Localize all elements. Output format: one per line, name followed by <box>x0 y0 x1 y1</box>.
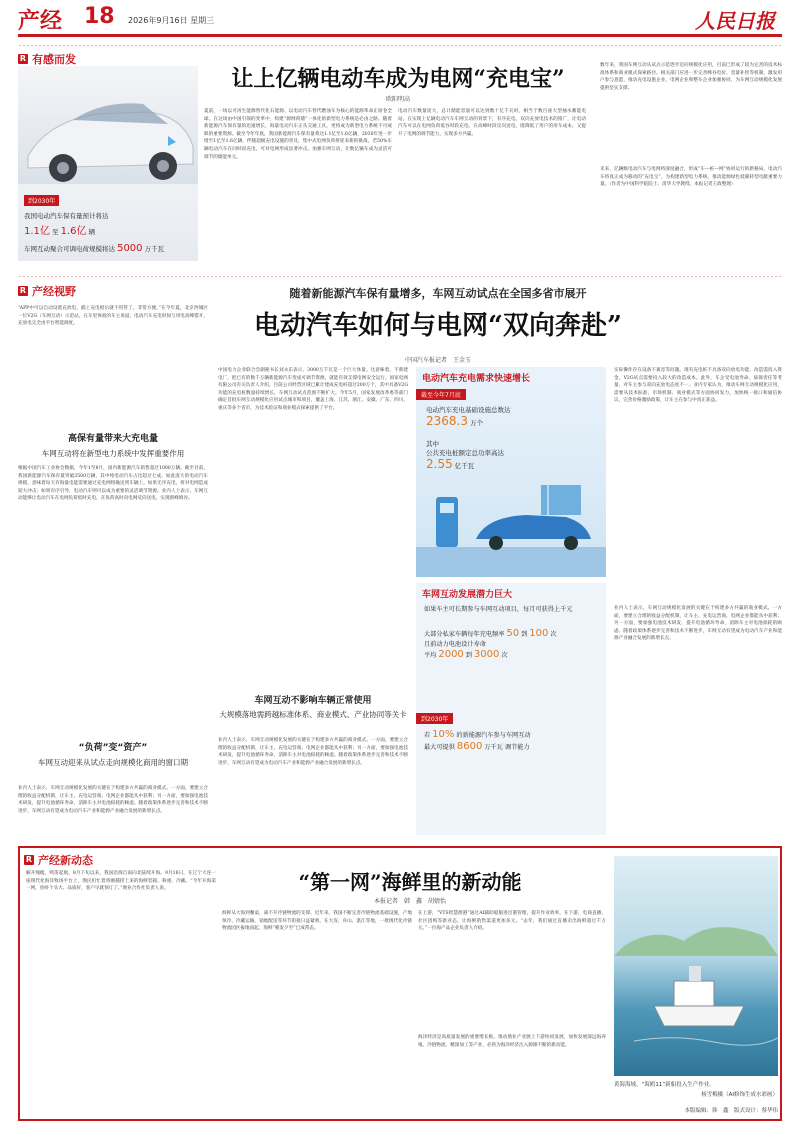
infographic-stat-2-unit: 亿千瓦 <box>454 462 475 470</box>
section-divider <box>18 275 782 278</box>
potential-line-5 <box>424 729 600 753</box>
article-col-b: 海鲜从大海到餐桌，离不开冷链物流的支撑。近年来，我国不断完善冷链物流基础设施，产地预冷、冷藏运输、销地配送等环节衔接日益紧密。在大连、舟山、湛江等地，一批现代化冷链物流园区拔地而起，海鲜“朝发夕至”已成常态。 <box>222 911 412 932</box>
stat-line-2 <box>24 243 192 254</box>
article-col-d: 海洋经济是高质量发展的重要增长极。推动渔业产业链上下游协同发展，加快发展深远海养殖、冷链物流、精深加工等产业，必将为海洋经济注入源源不断的新动能。 <box>418 1035 606 1048</box>
car-illustration <box>18 66 198 261</box>
section-tag-label: 产经新动态 <box>38 854 93 867</box>
section-tag-icon: R <box>19 286 27 295</box>
page-number: 18 <box>84 4 115 29</box>
car-icon <box>18 76 198 196</box>
article-col-1: 夏前，一场以可再生能源替代化石能源、以电动汽车替代燃油车为核心的能源革命正席卷全球。在这场由中国引领的变革中，构建“源网荷储”一体化的新型电力系统是必由之路。随着新能源汽车保有量的迅速增长，海量电动汽车正从交通工具，更将成为新型电力系统不可或缺的重要资源。截至今年年底，我国新能源汽车保有量将达1.1亿至1.6亿辆，2030年进一步增至1亿至1.6亿辆，伴随超级充电设施的普及，集中式电网负荷将迎来新的挑战，若50%车辆电动汽车在同时段充电，可对电网形成显著冲击。加强车网互动，让数亿辆车成为灵活可调节的储能单元。 <box>204 109 392 160</box>
article-title: 电动汽车如何与电网“双向奔赴” <box>254 311 622 341</box>
potential-line-4-b: 到 <box>465 652 472 659</box>
infographic-stat-1-label: 电动汽车充电基础设施总数达 <box>426 406 511 414</box>
charging-station-icon <box>416 477 606 577</box>
masthead <box>0 0 800 40</box>
article-col-4: 未来，亿辆级电动汽车与电网将深度融合，形成“车—桩—网”协同运行的新格局，电动汽车将真正成为移动的“充电宝”，为构建新型电力系统、推动能源绿色低碳转型贡献重要力量。（作者为中国科学院院士、清华大学教授，本报记者王政整理） <box>600 167 782 188</box>
photo-caption: 黄海海域，“海鸥11”新船投入生产作业。 <box>614 1082 715 1088</box>
stat-line-2-prefix: 车网互动聚合可调电荷规模将达 <box>24 245 115 253</box>
section-name: 产经 <box>18 9 63 34</box>
infographic-stat-2-label: 公共充电桩额定总功率高达 <box>426 449 504 457</box>
potential-year-badge: 到2030年 <box>416 713 453 724</box>
potential-line-4-v1: 2000 <box>438 649 464 660</box>
subhead-2-sub: 车网互动迎来从试点走向规模化商用的窗口期 <box>38 758 188 767</box>
subhead-3-sub: 大规模落地需跨越标准体系、商业模式、产业协同等关卡 <box>219 710 407 719</box>
editor-credit: 本版编辑：韩 鑫 版式设计：蔡华伟 <box>684 1108 778 1114</box>
article-col-3: 数年来，我国车网互动从试点示范逐步迈向规模化应用，目前已形成了较为完善的技术标准体系和商业模式探索路径。相关部门应进一步完善峰谷电价、容量补偿等机制，激发用户参与意愿，推动充电设施企业、电网企业和整车企业加强协同，为车网互动规模化发展提供坚实支撑。 <box>600 63 782 91</box>
byline: 本报记者 韩 鑫 胡婧怡 <box>373 898 446 905</box>
stat-line-2-unit: 万千瓦 <box>144 245 165 253</box>
feature-section <box>18 275 782 840</box>
potential-line-6-v: 8600 <box>456 741 483 752</box>
potential-line-4-a: 平均 <box>424 652 437 659</box>
subhead-3 <box>218 693 408 720</box>
stat-line-2-value: 5000 <box>117 243 143 254</box>
infographic-stat-1-unit: 万个 <box>470 419 484 427</box>
potential-line-6-b: 万千瓦 <box>484 744 503 751</box>
article-col-a: 解开绳缆，鸣笛起航。8月下旬以来，我国沿海自南向北陆续开海。9月16日，在辽宁大连一座现代化海洋牧场平台上，渔民们忙着将刚捕捞上来的海鲜装箱、称重、冷藏。“今年开海第一网，鱼虾个头大、品质好，客户早就预订了。”渔业合作社负责人说。 <box>26 871 216 892</box>
subhead-2-main: “负荷”变“资产” <box>78 743 148 753</box>
potential-line-2-c: 次 <box>550 631 557 638</box>
potential-title: 车网互动发展潜力巨大 <box>422 590 513 600</box>
section-tag <box>24 852 93 868</box>
potential-line-2 <box>424 629 600 661</box>
article-title: “第一网”海鲜里的新动能 <box>298 870 522 894</box>
article-col-b: 中国电力企业联合会副秘书长刘永东表示，3000万千瓦是一个巨大体量。这意味着，不新建电厂，把已有的数千万辆新能源汽车变成可调节资源，就能有效支撑电网安全运行。国家电网有限公司有关负责人介绍，目前公司经营区域已累计建成充电桩超过200万个，其中具备V2G功能的充电桩数量持续增长，车网互动试点范围不断扩大。今年5月，国家发展改革委等部门确定首批车网互动规模化应用试点城市和项目，覆盖上海、江苏、浙江、安徽、广东、四川、重庆等多个省市，为技术验证和商业模式探索提供了平台。 <box>218 368 408 411</box>
subhead-1-sub: 车网互动将在新型电力系统中发挥重要作用 <box>41 449 185 458</box>
infographic-stat-2-pre: 其中 <box>426 440 439 448</box>
masthead-rule <box>18 34 782 37</box>
ship-icon <box>614 856 778 1076</box>
potential-line-2-v2: 100 <box>529 628 549 639</box>
stat-low-value: 1.1亿 <box>24 226 50 237</box>
section-tag-icon: R <box>19 54 27 63</box>
stat-range-unit: 辆 <box>88 228 96 236</box>
section-tag-icon: R <box>25 855 33 864</box>
infographic-stat-2 <box>426 439 504 471</box>
stat-panel <box>18 184 198 261</box>
subhead-3-main: 车网互动不影响车辆正常使用 <box>254 696 372 706</box>
section-tag <box>18 51 76 67</box>
subhead-1 <box>18 431 208 459</box>
intro-text: “APP中可以自动设置充放电，插上充电枪后就不用管了，非常方便。”在今年夏，北京西城区一位V2G（车网互动）示范站，在车里体验的车主说道。电动汽车充电时间与用电高峰错开，充放电完全由平台智能调度。 <box>18 306 208 327</box>
potential-line-4-v2: 3000 <box>473 649 500 660</box>
potential-line-2-v1: 50 <box>506 628 520 639</box>
potential-line-6-a: 最大可提供 <box>424 744 455 751</box>
potential-line-2-a: 大部分私家车辆每年充电频率 <box>424 631 505 638</box>
article-col-d: 业内人士表示，车网互动规模化发展的关键在于构建多方共赢的商业模式。一方面，要建立合理的收益分配机制，让车主、充电运营商、电网企业都能从中获利；另一方面，要加强电池技术研发，提升电池循环寿命，消除车主对电池损耗的顾虑。随着政策体系逐步完善和技术不断进步，车网互动有望成为电动汽车产业和能源产业融合发展的新增长点。 <box>614 606 782 642</box>
stat-line-1: 我国电动汽车保有量预计将达 <box>24 212 109 220</box>
opinion-section <box>18 40 782 275</box>
byline: 中国汽车报记者 王金玉 <box>404 357 471 364</box>
subhead-1-main: 高保有量带来大充电量 <box>67 434 158 444</box>
charging-infographic <box>416 367 606 577</box>
potential-line-5-v: 10% <box>432 729 455 740</box>
kicker: 随着新能源汽车保有量增多，车网互动试点在全国多省市展开 <box>289 287 587 300</box>
newspaper-logo: 人民日报 <box>695 9 775 33</box>
section-tag-label: 产经视野 <box>32 285 76 298</box>
stat-range-sep: 至 <box>51 228 59 236</box>
article-col-2: 电动汽车数量庞大，总计储能容量可以达到数十亿千瓦时，相当于数百座大型抽水蓄能电站。在实现上亿辆电动汽车车网互动的背景下，有序充电、双向充放电技术的推广，让电动汽车可以在电网负荷低谷时段充电，在高峰时段反向送电，既降低了用户的用车成本，又提升了电网的调节能力，实现多方共赢。 <box>398 109 586 137</box>
article-col-c: 在上游，“VTS智慧渔港”通过AI辅助船舶进出港管理，提升作业效率。在下游，电商直播、社区团购等新业态，让海鲜销售渠道更加多元。“去年，我们通过直播卖出海鲜超过千万元。”一位海产品企业负责人介绍。 <box>418 911 606 932</box>
infographic-title: 电动汽车充电需求快速增长 <box>422 374 531 384</box>
potential-line-3: 且前动力电池设计寿命 <box>424 641 486 648</box>
potential-box <box>416 583 606 835</box>
infographic-period: 截至今年7月底 <box>416 389 466 400</box>
stat-range <box>24 222 192 237</box>
subhead-2 <box>18 740 208 768</box>
article-title: 让上亿辆电动车成为电网“充电宝” <box>231 66 565 92</box>
article-col-b-tail: 业内人士表示，车网互动规模化发展的关键在于构建多方共赢的商业模式。一方面，要建立合理的收益分配机制，让车主、充电运营商、电网企业都能从中获利；另一方面，要加强电池技术研发，提升电池循环寿命，消除车主对电池损耗的顾虑。随着政策体系逐步完善和技术不断进步，车网互动有望成为电动汽车产业和能源产业融合发展的新增长点。 <box>218 738 408 766</box>
stat-year-badge: 到2030年 <box>24 195 59 206</box>
stat-high-value: 1.6亿 <box>60 226 87 237</box>
byline: 欧阳明高 <box>385 96 410 103</box>
article-col-a-tail: 业内人士表示，车网互动规模化发展的关键在于构建多方共赢的商业模式。一方面，要建立合理的收益分配机制，让车主、充电运营商、电网企业都能从中获利；另一方面，要加强电池技术研发，提升电池循环寿命，消除车主对电池损耗的顾虑。随着政策体系逐步完善和技术不断进步，车网互动有望成为电动汽车产业和能源产业融合发展的新增长点。 <box>18 786 208 814</box>
section-tag <box>18 283 76 299</box>
infographic-stat-1 <box>426 405 511 428</box>
potential-line-5-b: 的新能源汽车参与车网互动 <box>456 732 531 739</box>
harbor-photo <box>614 856 778 1076</box>
news-section <box>18 846 782 1121</box>
article-col-c: 实际操作存在设备不兼容等问题。现有充电桩不具备双向放电功能，改造需投入资金。V2G试点需要投入较大的改造成本。此外，车企受电池寿命、质保责任等考量，对车主参与双向充放电态度不一。业内专家认为，推动车网互动规模化应用，需要从技术标准、市场机制、商业模式等方面协同发力，加快统一接口和通信协议，完善价格激励政策，让车主在参与中真正获益。 <box>614 368 782 404</box>
infographic-stat-2-value: 2.55 <box>426 457 453 471</box>
article-col-a: 根据中国汽车工业协会数据，今年1至8月，国内新能源汽车销售超过1000万辆。截至目前，我国新能源汽车保有量突破3500万辆，其中纯电动汽车占比超过七成。如此庞大的电动汽车规模，意味着每天有海量电能需要通过充电网络输送到车辆上。如果无序充电，将对电网造成较大冲击；如果有序引导，电动汽车则可以成为重要的灵活调节资源。业内人士表示，车网互动能够让电动汽车在电网负荷低时充电，在负荷高时向电网反向送电，实现削峰填谷。 <box>18 466 208 502</box>
potential-line-2-b: 到 <box>521 631 528 638</box>
photo-credit: 杨雪梅摄（AI修饰生成水彩画） <box>701 1092 778 1098</box>
infographic-stat-1-value: 2368.3 <box>426 414 468 428</box>
potential-line-5-a: 若 <box>424 732 431 739</box>
section-tag-label: 有感而发 <box>32 53 76 66</box>
potential-line-1: 如果车主可长期参与车网互动项目，每月可获得上千元 <box>424 606 573 613</box>
section-divider <box>18 44 782 47</box>
issue-date: 2026年9月16日 星期三 <box>128 16 215 25</box>
potential-line-4-c: 次 <box>501 652 508 659</box>
potential-line-6-c: 调节能力 <box>504 744 530 751</box>
